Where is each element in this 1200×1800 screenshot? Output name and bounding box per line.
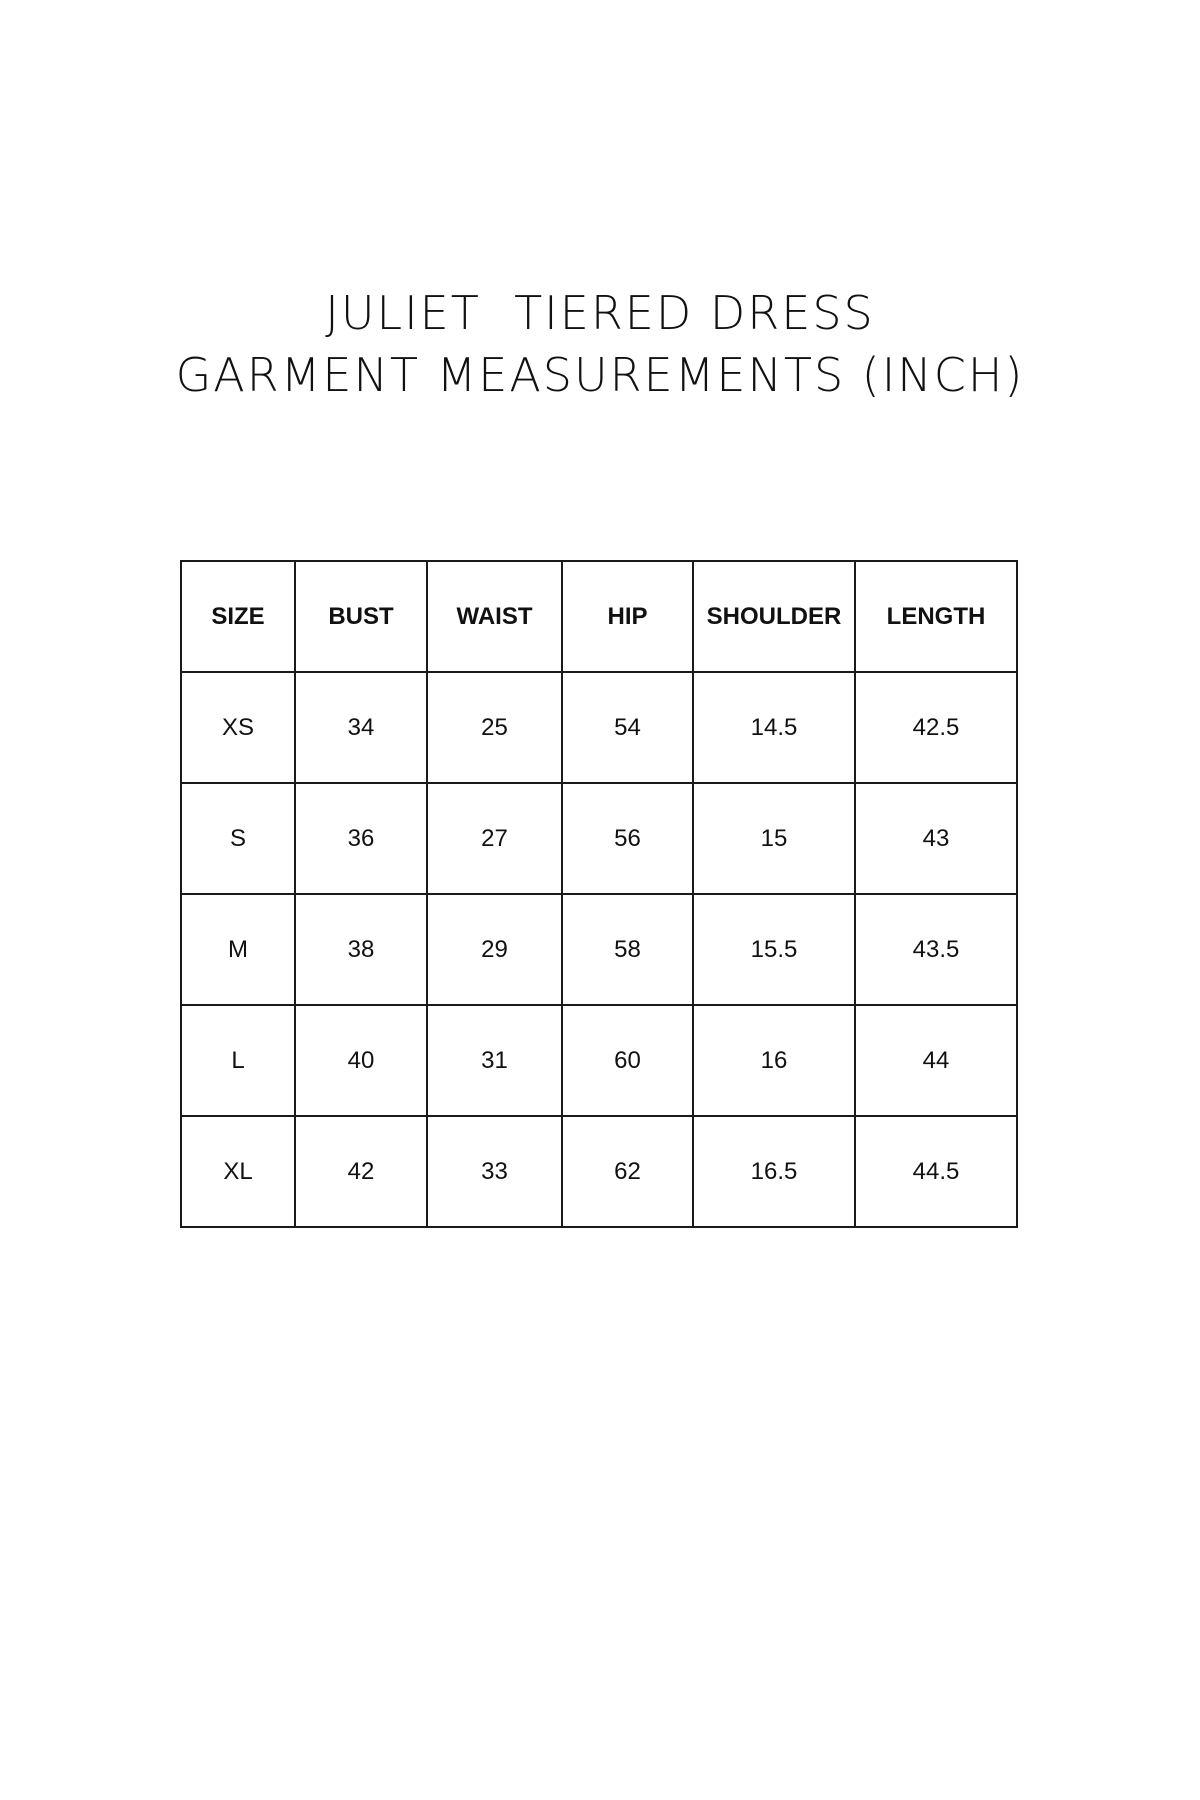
cell-hip: 62 <box>562 1116 693 1227</box>
cell-shoulder: 16 <box>693 1005 855 1116</box>
cell-bust: 42 <box>295 1116 427 1227</box>
cell-shoulder: 16.5 <box>693 1116 855 1227</box>
header-waist: WAIST <box>427 561 562 672</box>
cell-size: XL <box>181 1116 295 1227</box>
table-row <box>181 783 1017 894</box>
cell-waist: 29 <box>427 894 562 1005</box>
table-row <box>181 1116 1017 1227</box>
table-row <box>181 672 1017 783</box>
header-size: SIZE <box>181 561 295 672</box>
cell-waist: 25 <box>427 672 562 783</box>
cell-length: 42.5 <box>855 672 1017 783</box>
cell-waist: 33 <box>427 1116 562 1227</box>
cell-bust: 40 <box>295 1005 427 1116</box>
cell-length: 44 <box>855 1005 1017 1116</box>
cell-size: L <box>181 1005 295 1116</box>
header-shoulder: SHOULDER <box>693 561 855 672</box>
header-bust: BUST <box>295 561 427 672</box>
title-subtitle: GARMENT MEASUREMENTS (INCH) <box>175 348 1025 402</box>
cell-size: S <box>181 783 295 894</box>
cell-hip: 58 <box>562 894 693 1005</box>
table-header-row <box>181 561 1017 672</box>
cell-bust: 34 <box>295 672 427 783</box>
cell-waist: 31 <box>427 1005 562 1116</box>
cell-size: XS <box>181 672 295 783</box>
table-row <box>181 1005 1017 1116</box>
cell-shoulder: 15 <box>693 783 855 894</box>
cell-shoulder: 15.5 <box>693 894 855 1005</box>
table-row <box>181 894 1017 1005</box>
cell-hip: 54 <box>562 672 693 783</box>
size-chart-table <box>180 560 1018 1228</box>
cell-bust: 36 <box>295 783 427 894</box>
cell-size: M <box>181 894 295 1005</box>
cell-length: 44.5 <box>855 1116 1017 1227</box>
cell-length: 43.5 <box>855 894 1017 1005</box>
cell-hip: 56 <box>562 783 693 894</box>
cell-length: 43 <box>855 783 1017 894</box>
cell-bust: 38 <box>295 894 427 1005</box>
header-length: LENGTH <box>855 561 1017 672</box>
header-hip: HIP <box>562 561 693 672</box>
title-product-name: JULIET TIERED DRESS <box>325 286 875 340</box>
cell-shoulder: 14.5 <box>693 672 855 783</box>
page-title <box>0 282 1200 406</box>
cell-waist: 27 <box>427 783 562 894</box>
cell-hip: 60 <box>562 1005 693 1116</box>
